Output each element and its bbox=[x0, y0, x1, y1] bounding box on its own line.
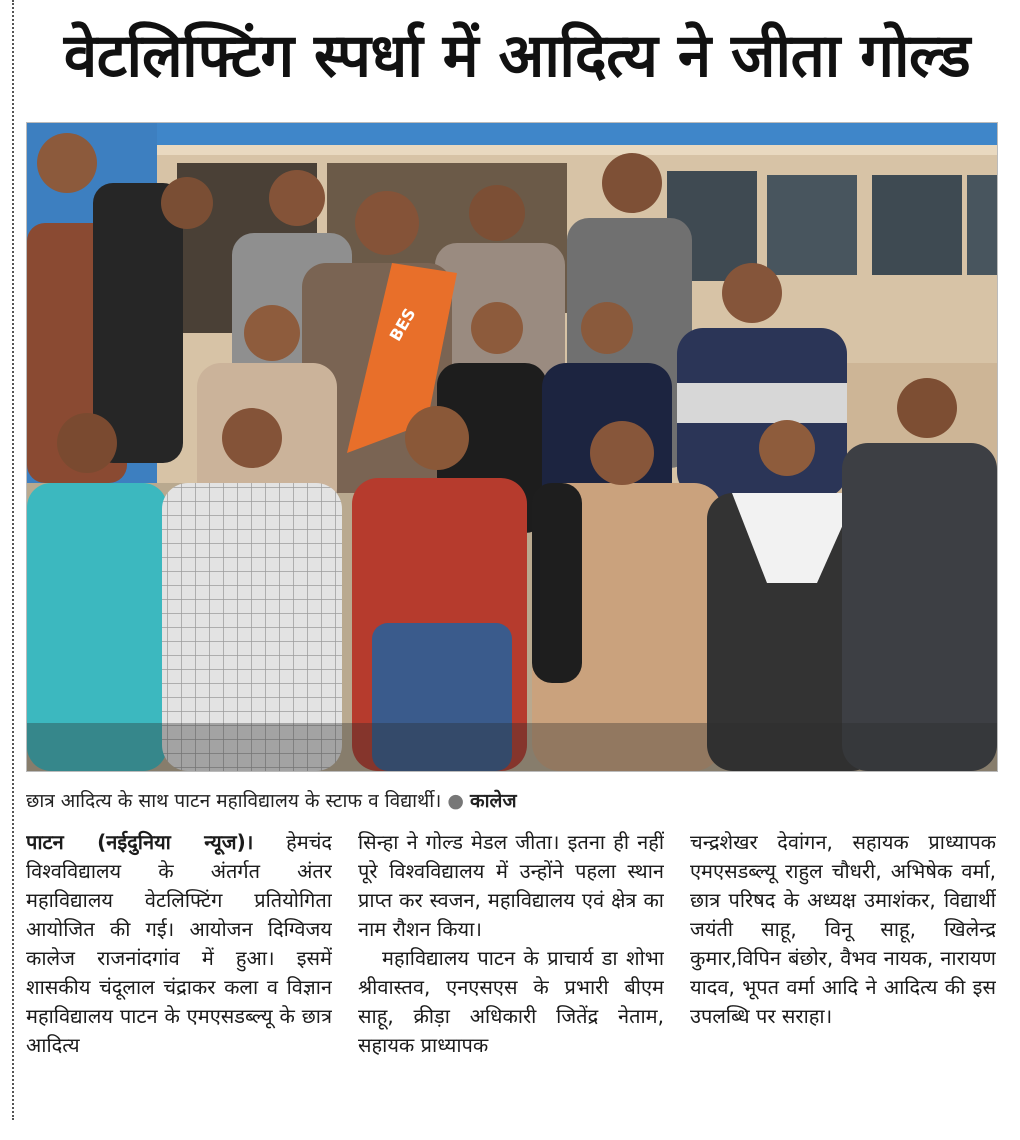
group-photo bbox=[26, 122, 998, 772]
sash-text: BES bbox=[385, 304, 420, 345]
col2-para2: महाविद्यालय पाटन के प्राचार्य डा शोभा श्रीवास्तव, एनएसएस के प्रभारी बीएम साहू, क्रीड़ा अधिकारी जितेंद्र नेताम, सहायक प्राध्यापक bbox=[358, 946, 664, 1057]
article-column-3 bbox=[690, 828, 996, 1118]
dateline: पाटन (नईदुनिया न्यूज)। bbox=[26, 830, 254, 854]
col2-para1: सिन्हा ने गोल्ड मेडल जीता। इतना ही नहीं पूरे विश्वविद्यालय में उन्होंने पहला स्थान प्राप्त कर स्वजन, महाविद्यालय एवं क्षेत्र का नाम रौशन किया। bbox=[358, 830, 664, 941]
col3-body: चन्द्रशेखर देवांगन, सहायक प्राध्यापक एमएसडब्ल्यू राहुल चौधरी, अभिषेक वर्मा, छात्र परिषद के अध्यक्ष उमाशंकर, विद्यार्थी जयंती साहू, विनू साहू, खिलेन्द्र कुमार,विपिन बंछोर, वैभव नायक, नारायण यादव, भूपत वर्मा आदि ने आदित्य की इस उपलब्धि पर सराहा। bbox=[690, 830, 996, 1028]
caption-bullet: ● bbox=[447, 790, 464, 812]
headline: वेटलिफ्टिंग स्पर्धा में आदित्य ने जीता गोल्ड bbox=[63, 21, 971, 91]
col1-body: हेमचंद विश्वविद्यालय के अंतर्गत अंतर महाविद्यालय वेटलिफ्टिंग प्रतियोगिता आयोजित की गई। आयोजन दिग्विजय कालेज राजनांदगांव में हुआ। इसमें शासकीय चंदूलाल चंद्राकर कला व विज्ञान महाविद्यालय पाटन के एमएसडब्ल्यू के छात्र आदित्य bbox=[26, 830, 332, 1057]
article-column-2 bbox=[358, 828, 664, 1118]
caption-text: छात्र आदित्य के साथ पाटन महाविद्यालय के स्टाफ व विद्यार्थी। bbox=[26, 790, 442, 812]
caption-credit: कालेज bbox=[470, 790, 517, 812]
left-dotted-rule bbox=[12, 0, 14, 1120]
photo-caption bbox=[26, 784, 996, 818]
article-column-1 bbox=[26, 828, 332, 1118]
